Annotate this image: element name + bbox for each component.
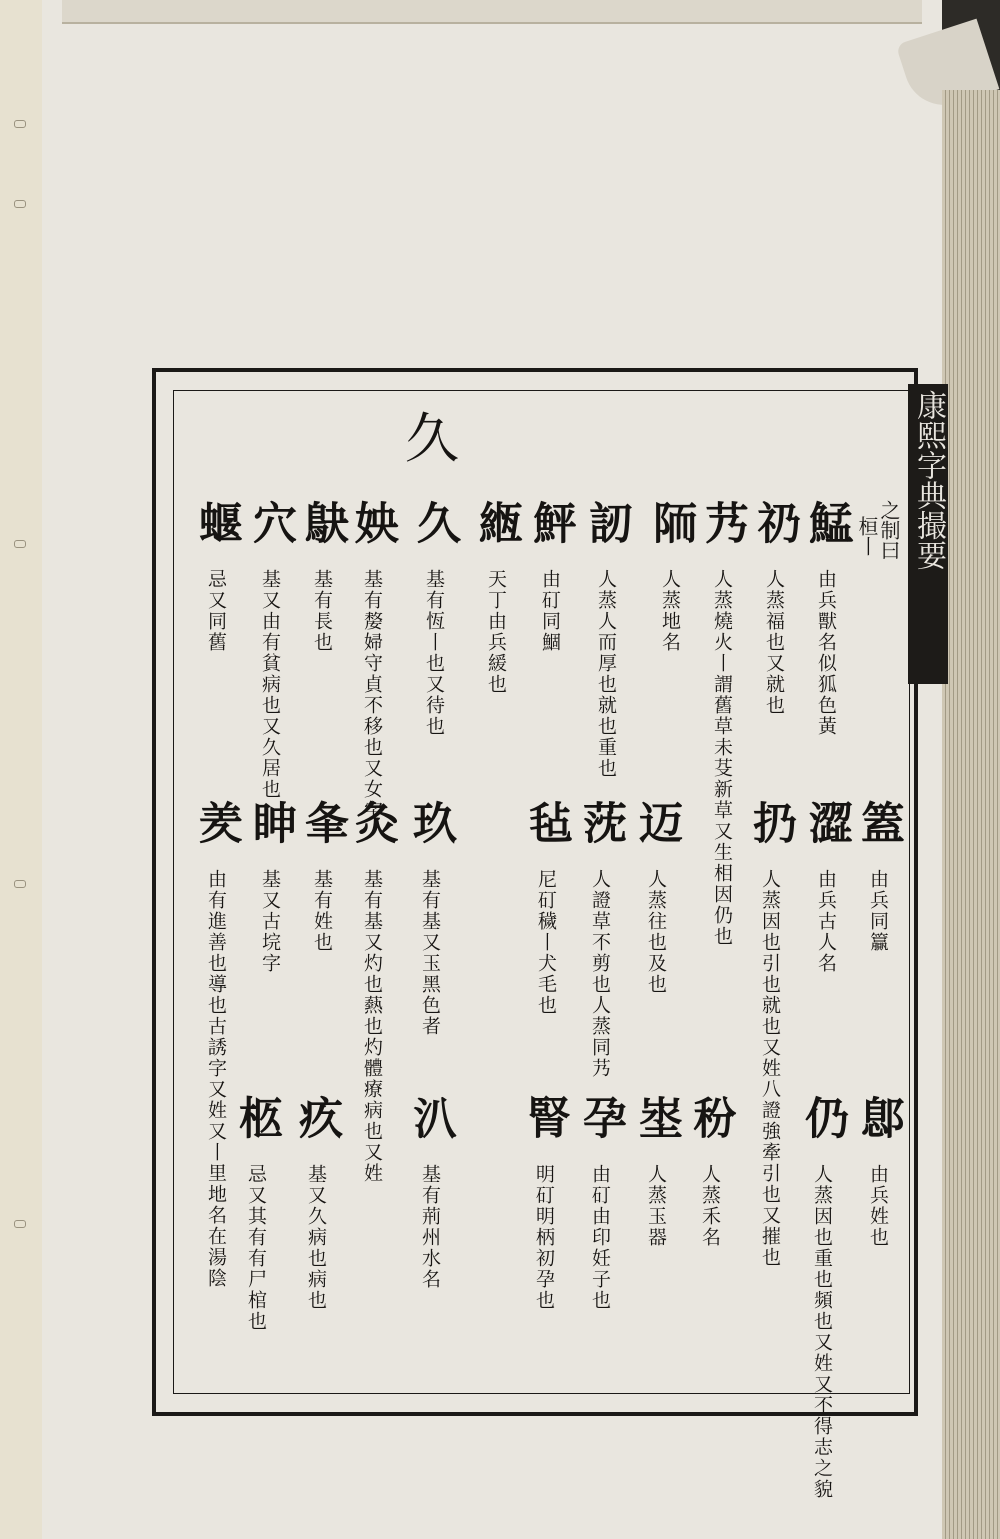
entry-character: 疚 [291, 1095, 342, 1139]
entry-definition: 尼矴穢丨犬毛也 [535, 869, 557, 1016]
dictionary-entry [630, 800, 682, 995]
radical-heading: 久 [405, 407, 459, 470]
stitch-mark [14, 540, 26, 548]
entry-character: 訒 [581, 500, 632, 544]
dictionary-entry [800, 500, 852, 737]
entry-character: 柩 [231, 1095, 282, 1139]
entry-character: 艿 [697, 500, 748, 544]
entry-character: 埊 [631, 1095, 682, 1139]
dictionary-entry [696, 500, 748, 947]
entry-definition: 人蒸因也重也頻也又姓又不得志之貌 [811, 1164, 833, 1500]
entry-definition: 人蒸因也引也就也又姓八證強牽引也又摧也 [759, 869, 781, 1268]
dictionary-entry [404, 800, 456, 1037]
entry-definition: 由矴同鯝 [539, 569, 561, 653]
entry-character: 莐 [575, 800, 626, 844]
entry-definition: 由兵獸名似狐色黃 [815, 569, 837, 737]
entry-character: 仍 [797, 1095, 848, 1139]
entry-character: 緪 [471, 500, 522, 544]
binding-gutter [0, 0, 44, 1539]
side-title: 康熙字典撮要 [911, 390, 946, 570]
entry-definition: 基又久病也病也 [305, 1164, 327, 1311]
entry-definition: 天丁由兵緩也 [485, 569, 507, 695]
dictionary-entry [644, 500, 696, 653]
dictionary-entry [852, 1095, 904, 1248]
entry-definition: 由兵姓也 [867, 1164, 889, 1248]
dictionary-entry [290, 1095, 342, 1311]
dictionary-entry [244, 500, 296, 800]
entry-character: 扔 [745, 800, 796, 844]
entry-definition: 基有長也 [311, 569, 333, 653]
dictionary-entry [296, 500, 348, 653]
entry-definition: 人蒸福也又就也 [763, 569, 785, 716]
entry-definition: 人證草不剪也人蒸同艿 [589, 869, 611, 1079]
dictionary-entry [408, 500, 460, 737]
entry-character: 鯭 [801, 500, 852, 544]
dictionary-entry [744, 800, 796, 1268]
entry-character: 毡 [521, 800, 572, 844]
entry-definition: 人蒸燒火丨謂舊草未芟新草又生相因仍也 [711, 569, 733, 947]
dictionary-entry [190, 500, 242, 653]
entry-definition: 基又由有貧病也又久居也 [259, 569, 281, 800]
entry-character: 玖 [405, 800, 456, 844]
preface-text: 之制曰 [877, 500, 901, 560]
entry-character: 灸 [347, 800, 398, 844]
entry-character: 鴃 [297, 500, 348, 544]
dictionary-entry [404, 1095, 456, 1290]
entry-character: 羑 [191, 800, 242, 844]
entry-definition: 由兵古人名 [815, 869, 837, 974]
entry-character: 穴 [245, 500, 296, 544]
entry-character: 眒 [245, 800, 296, 844]
entry-definition: 人蒸往也及也 [645, 869, 667, 995]
entry-character: 姎 [347, 500, 398, 544]
dictionary-entry [684, 1095, 736, 1248]
dictionary-entry [520, 800, 572, 1016]
stitch-mark [14, 120, 26, 128]
entry-character: 秎 [685, 1095, 736, 1139]
entry-definition: 由有進善也導也古誘字又姓又丨里地名在湯陰 [205, 869, 227, 1289]
entry-definition: 基有荊州水名 [419, 1164, 441, 1290]
entry-character: 迈 [631, 800, 682, 844]
dictionary-entry [852, 800, 904, 953]
stitch-mark [14, 200, 26, 208]
entry-character: 鮃 [525, 500, 576, 544]
entry-definition: 忌又其有有尸棺也 [245, 1164, 267, 1332]
page-stack-edge [942, 90, 1000, 1539]
dictionary-entry [244, 800, 296, 974]
dictionary-entry [796, 1095, 848, 1500]
entry-character: 蝘 [191, 500, 242, 544]
dictionary-entry [630, 1095, 682, 1248]
entry-definition: 人蒸地名 [659, 569, 681, 653]
entry-definition: 忌又同舊 [205, 569, 227, 653]
dictionary-entry [346, 800, 398, 1184]
entry-character: 夆 [297, 800, 348, 844]
entry-definition: 明矴明柄初孕也 [533, 1164, 555, 1311]
dictionary-entry [346, 500, 398, 821]
dictionary-entry [574, 1095, 626, 1311]
entry-definition: 基有姓也 [311, 869, 333, 953]
entry-character: 澀 [801, 800, 852, 844]
dictionary-entry [230, 1095, 282, 1332]
entry-definition: 基有嫠婦守貞不移也又女字 [361, 569, 383, 821]
entry-character: 久 [409, 500, 460, 544]
dictionary-entry [518, 1095, 570, 1311]
entry-character: 陑 [645, 500, 696, 544]
dictionary-entry [470, 500, 522, 695]
dictionary-entry [574, 800, 626, 1079]
preface-text-2: 桓丨 [855, 516, 879, 556]
entry-character: 篕 [853, 800, 904, 844]
entry-character: 礽 [749, 500, 800, 544]
stitch-mark [14, 1220, 26, 1228]
dictionary-entry [524, 500, 576, 653]
entry-character: 孕 [575, 1095, 626, 1139]
entry-definition: 基又古垸字 [259, 869, 281, 974]
dictionary-entry [748, 500, 800, 716]
entry-character: 汃 [405, 1095, 456, 1139]
entry-character: 腎 [519, 1095, 570, 1139]
entry-definition: 人蒸玉器 [645, 1164, 667, 1248]
page-top-edge [62, 0, 922, 24]
entry-definition: 人蒸人而厚也就也重也 [595, 569, 617, 779]
stitch-mark [14, 880, 26, 888]
entry-definition: 由矴由印妊子也 [589, 1164, 611, 1311]
entry-definition: 人蒸禾名 [699, 1164, 721, 1248]
dictionary-entry [296, 800, 348, 953]
entry-definition: 基有基又灼也爇也灼體療病也又姓 [361, 869, 383, 1184]
entry-character: 鄎 [853, 1095, 904, 1139]
dictionary-entry [800, 800, 852, 974]
dictionary-entry [580, 500, 632, 779]
entry-definition: 基有恆丨也又待也 [423, 569, 445, 737]
entry-definition: 基有基又玉黑色者 [419, 869, 441, 1037]
entry-definition: 由兵同籯 [867, 869, 889, 953]
